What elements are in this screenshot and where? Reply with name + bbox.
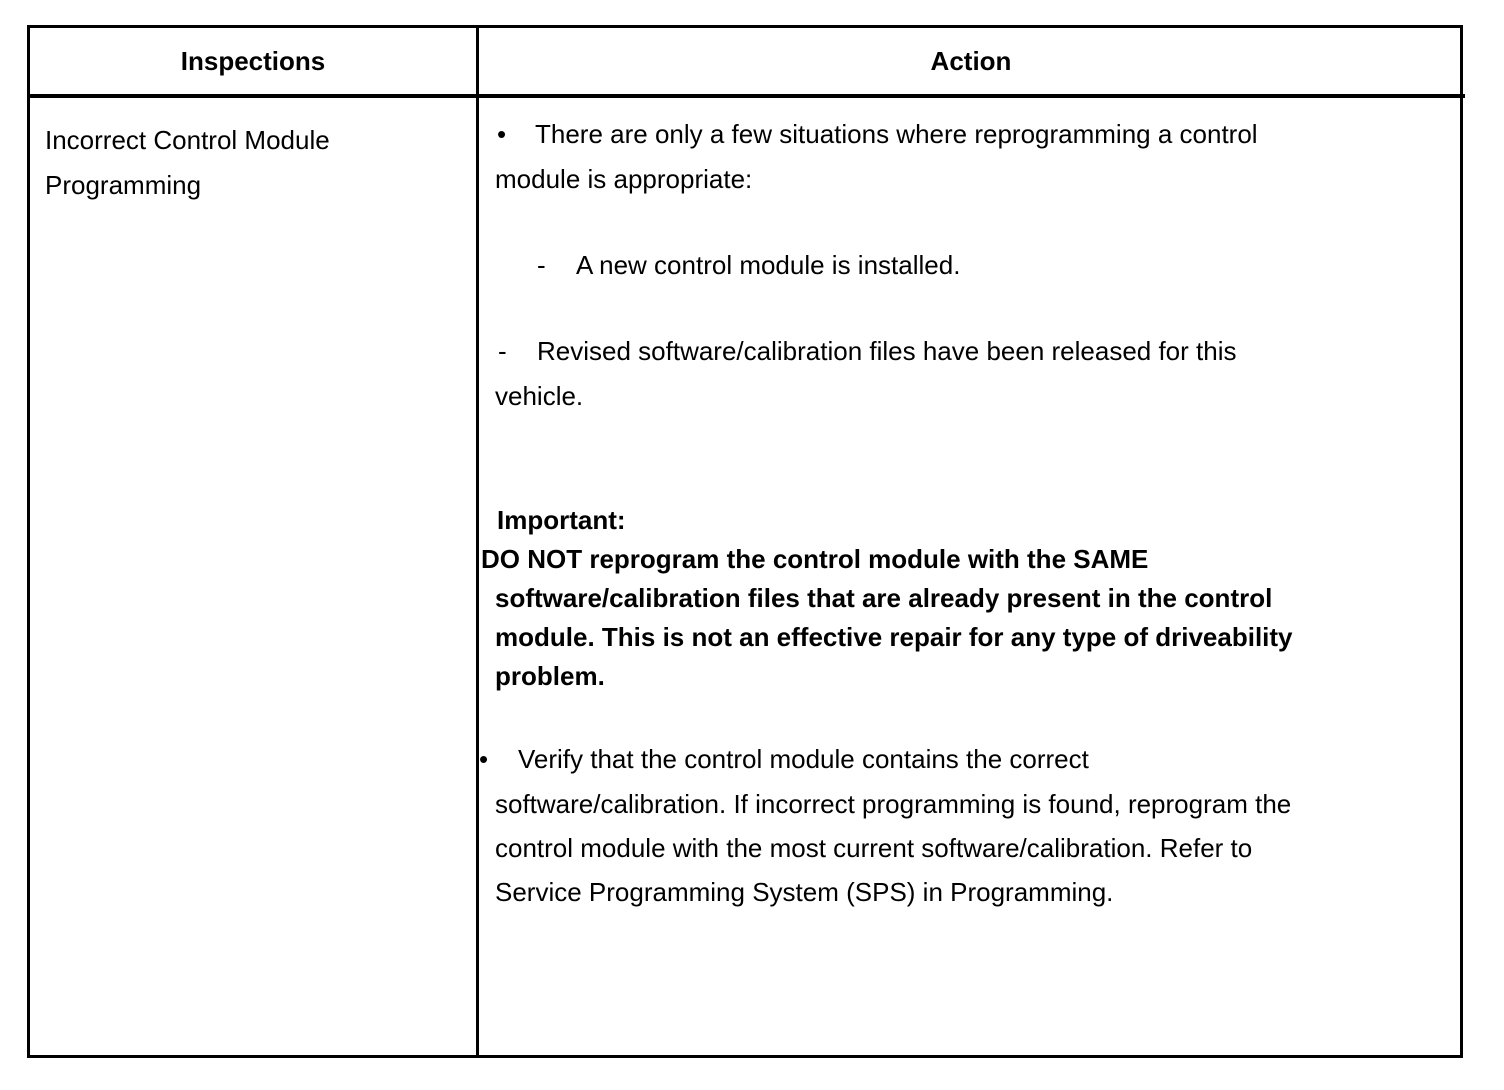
bullet-marker: • xyxy=(479,744,489,774)
dash-marker: - xyxy=(498,336,507,366)
action-text: Service Programming System (SPS) in Programming. xyxy=(495,877,1114,907)
header-divider xyxy=(27,94,1465,98)
important-text: module. This is not an effective repair for any type of driveability xyxy=(495,622,1293,652)
action-text: control module with the most current software/calibration. Refer to xyxy=(495,833,1253,863)
important-text: DO NOT reprogram the control module with the SAME xyxy=(481,544,1149,574)
bullet-marker: • xyxy=(497,119,507,149)
action-text: A new control module is installed. xyxy=(576,250,961,280)
important-text: problem. xyxy=(495,661,605,691)
inspection-cell xyxy=(45,118,465,208)
dash-marker: - xyxy=(537,250,546,280)
action-text: Verify that the control module contains the correct xyxy=(518,744,1089,774)
action-text: software/calibration. If incorrect programming is found, reprogram the xyxy=(495,789,1292,819)
inspection-line: Programming xyxy=(45,170,202,200)
column-divider xyxy=(476,25,479,1058)
inspection-line: Incorrect Control Module xyxy=(45,125,330,155)
important-text: software/calibration files that are already present in the control xyxy=(495,583,1273,613)
header-action: Action xyxy=(930,46,1012,76)
header-inspections: Inspections xyxy=(180,46,326,76)
important-label: Important: xyxy=(497,505,626,535)
action-text: Revised software/calibration files have been released for this xyxy=(537,336,1237,366)
action-text: There are only a few situations where reprogramming a control xyxy=(535,119,1258,149)
action-text: module is appropriate: xyxy=(495,164,753,194)
action-text: vehicle. xyxy=(495,381,584,411)
